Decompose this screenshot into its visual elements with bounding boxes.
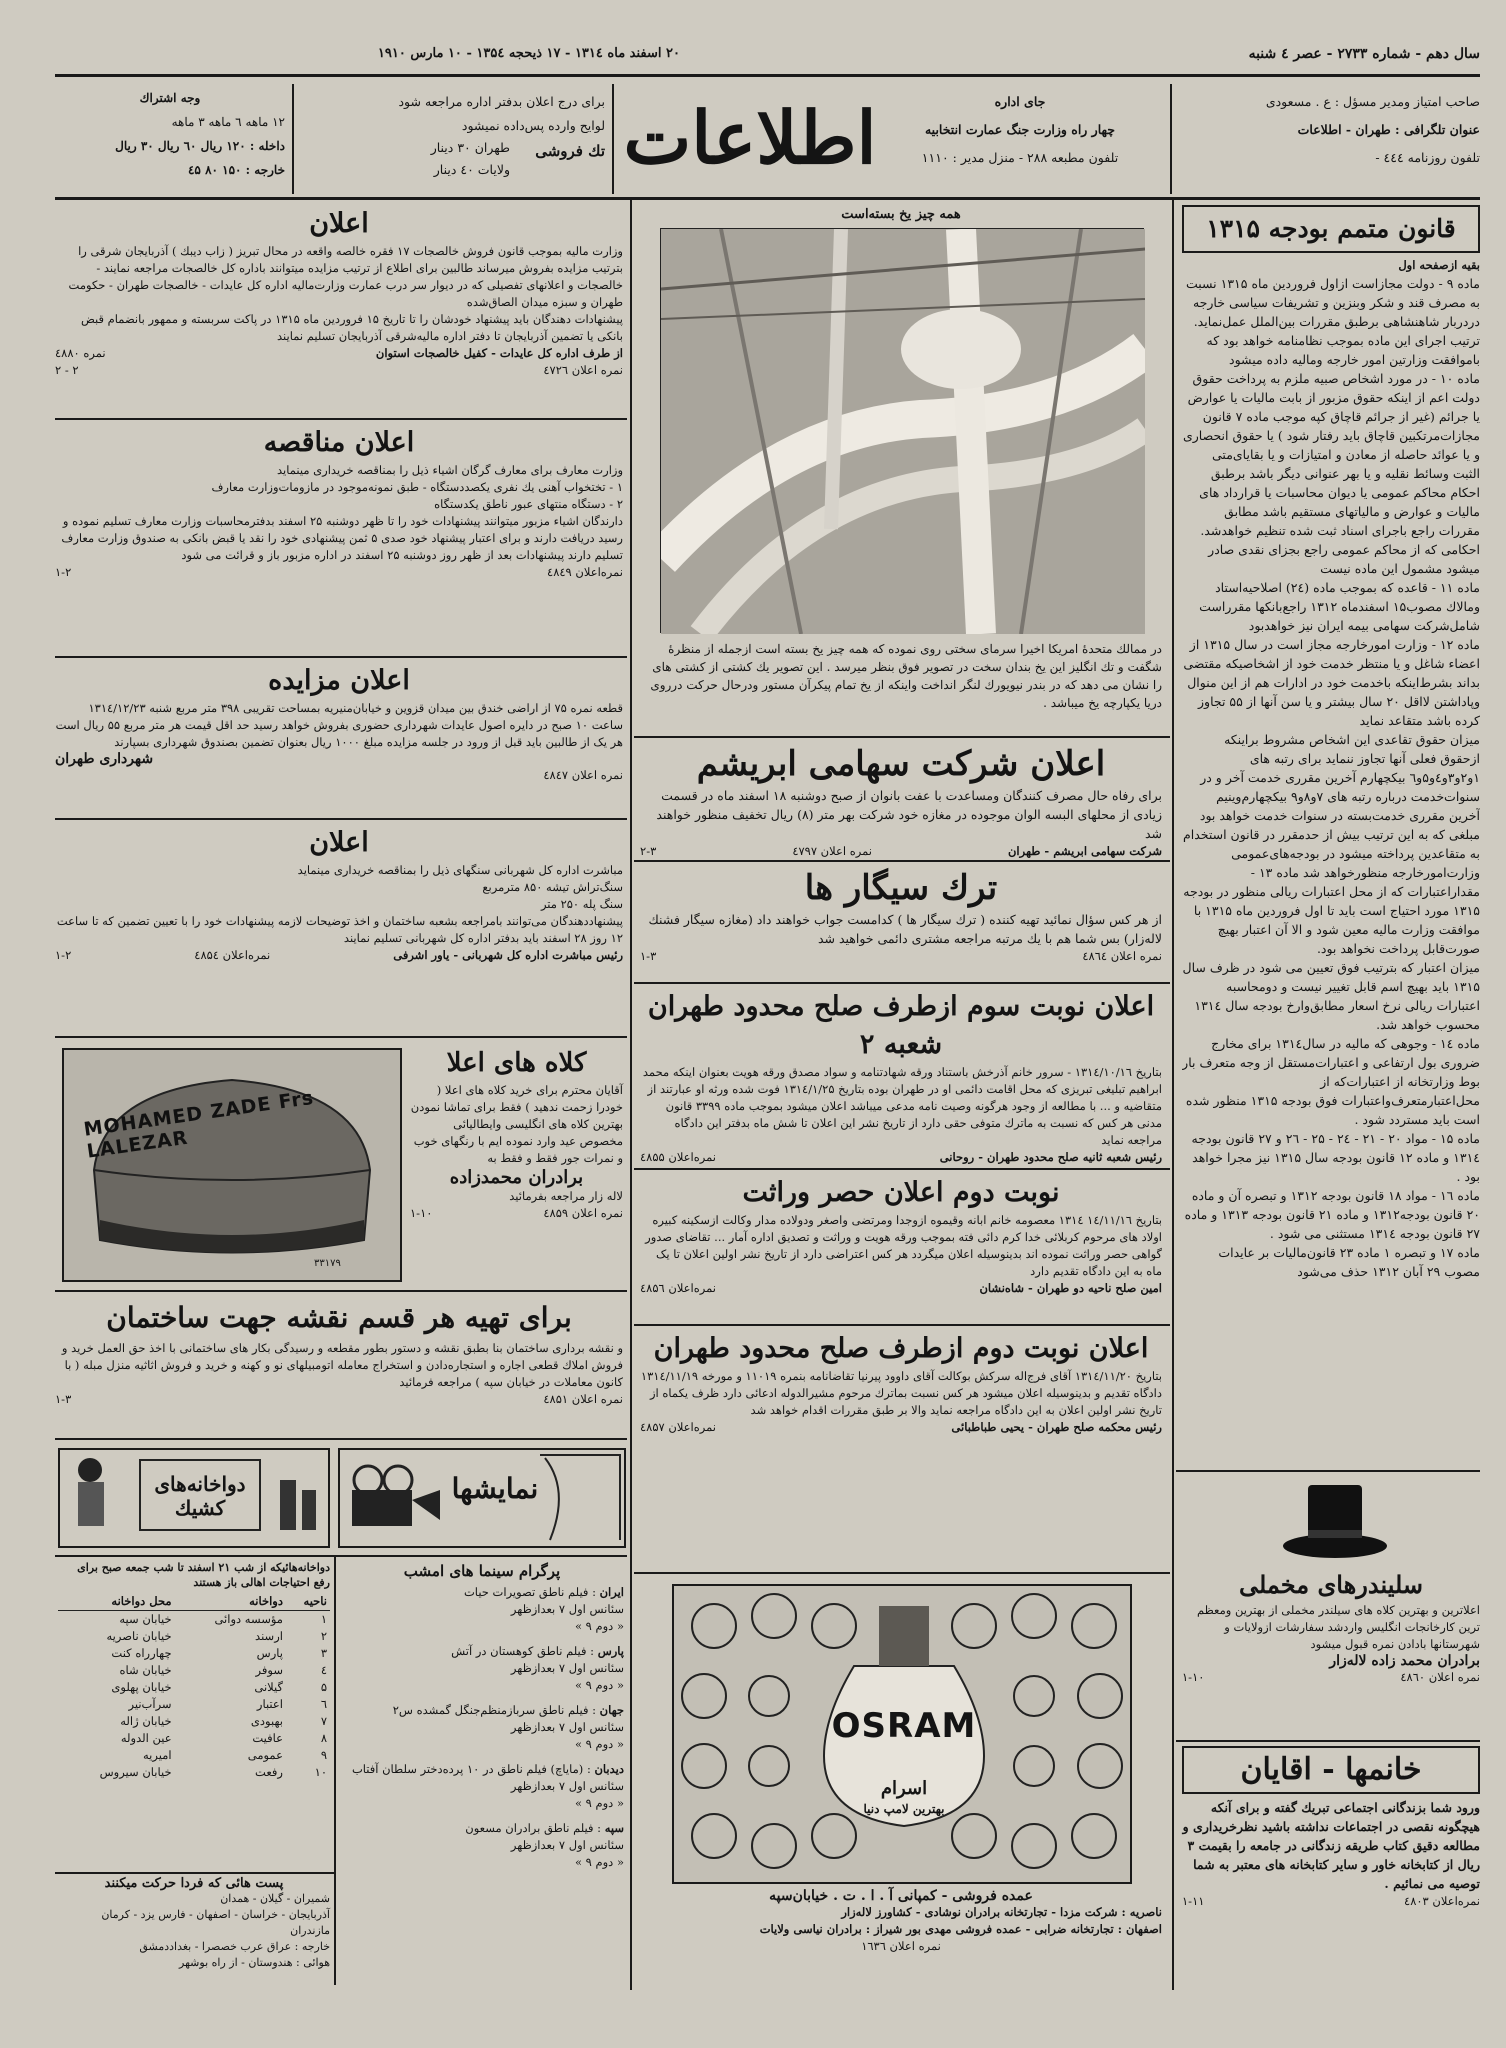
hats-ad-text: آقایان محترم برای خرید کلاه های اعلا ( خودرا زحمت ندهید ) فقط برای تماشا نمودن بهترین کلاه های انگلیسی وایطالیائی مخصوص عید وارد نموده ایم با رنگهای خوب و نمرات جور فقط و فقط به — [410, 1083, 623, 1165]
estate-sale-footer — [55, 345, 623, 362]
court-notice-2-footer — [640, 1280, 1162, 1297]
pharmacy-header-title: دواخانه‌های کشیك — [154, 1472, 246, 1520]
pharmacy-location: خیابان ناصریه — [106, 1629, 172, 1643]
rule — [1176, 1740, 1480, 1742]
rule — [634, 1572, 1170, 1574]
rule — [634, 982, 1170, 984]
budget-para: ماده ۱٤ - وجوهی که مالیه در سال۱۳۱٤ برای مخارج ضروری بول ارتفاعی و اعتبارات‌مستقل از وجه متعرف بار بوط وزارتخانه از اعتبارات‌که از محل‌اعتبار‌متعرف‌واعتبارات‌ فوق بودجه ۱۳۱۵ منظور شده است باید مستردد شود . — [1182, 1036, 1480, 1127]
top-hat-signature: برادران محمد زاده لاله‌زار — [1329, 1653, 1480, 1669]
construction-ad-title: برای تهیه هر قسم نقشه جهت ساختمان — [106, 1301, 572, 1334]
pharmacy-name: سوفر — [255, 1663, 283, 1677]
cinema-entry-header: دیدبان : (مایاچ) فیلم ناطق در ۱۰ پرده‌دختر سلطان آفتاب — [351, 1762, 624, 1776]
pharmacy-list — [58, 1560, 330, 1781]
post-title: پست هائی که فردا حرکت میکنند — [104, 1876, 284, 1891]
subscription-inside: داخله : ۱۲۰ ریال ٦۰ ریال ۳۰ ریال — [115, 139, 285, 153]
court-notice-1-footer — [640, 1149, 1162, 1166]
budget-para: ماده ۱٦ - مواد ۱۸ قانون بودجه ۱۳۱۲ و تبصره آن و ماده ۲۰ قانون بودجه‌۱۳۱۲ و ماده ۲۱ قانون بودجه ۱۳۱۳ و ماده ۲۷ قانون بودجه ۱۳۱٤ مستثنی می شود . — [1184, 1188, 1480, 1241]
estate-sale-title: اعلان — [309, 208, 369, 239]
table-row — [58, 1747, 330, 1764]
construction-ad-text: و نقشه برداری ساختمان بنا بطبق نقشه و دستور بطور مقطعه و رسیدگی بکار های ساختمانی با اخذ حق العمل خرید و فروش املاك قطعی اجاره و استجاره‌دادن و استخراج معامله اتومبیلهای نو و کهنه و خرید و فروش اثاثیه منزل مبله ( با کانون معاملات در خیابان سپه ) مراجعه فرمائید — [61, 1341, 623, 1389]
pharmacy-name: ارسند — [255, 1629, 283, 1643]
table-row — [58, 1628, 330, 1645]
court-notice-1-signature: رئیس شعبه ثانیه صلح محدود طهران - روحانی — [939, 1150, 1162, 1164]
cinema-entry-header: ایران : فیلم ناطق تصویرات حیات — [463, 1585, 624, 1599]
ads-note: برای درج اعلان بدفتر اداره مراجعه شود — [398, 94, 605, 109]
cinema-header-title: نمایشها — [451, 1472, 539, 1505]
pharmacy-col-header: دواخانه — [249, 1594, 283, 1608]
pharmacy-district: ۸ — [320, 1731, 327, 1745]
subscription-outside: خارجه : ۱۵۰ ۸۰ ٤۵ — [187, 163, 285, 177]
tender-notice — [55, 424, 623, 581]
pharmacy-name: مؤسسه دوائی — [214, 1612, 283, 1626]
pharmacy-table — [58, 1593, 330, 1781]
auction-notice — [55, 662, 623, 784]
photo-caption: در ممالك متحدهٔ امریکا اخیرا سرمای سختی روی نموده که همه چیز یخ بسته است ازجمله از منظرهٔ شگفت و تك انگلیز این یخ بندان سخت در تصویر فوق بنظر میرسد . این تصویر یك کشتی از کشتی های را نشان می دهد که در بندر نیویورك لنگر انداخت واینکه از یخ تمام پیکرآن مستور ودرحال حرکت درروی دریا یکپارچه یخ میباشد . — [650, 642, 1162, 710]
cinema-name: سپه — [604, 1821, 624, 1835]
top-hat-title: سلیندرهای مخملی — [1238, 1570, 1423, 1599]
top-hat-icon — [1280, 1480, 1390, 1565]
cinema-name: جهان — [599, 1703, 624, 1717]
book-ad-text: ورود شما بزندگانی اجتماعی تبریك گفته و برای آنکه هیچگونه نقصی در اجتماعات نداشته باشید نظرخریداری و مطالعه دقیق کتاب طریقه زندگانی در جامعه را بقیمت ۳ ریال از کتابخانه خاور و سایر کتابخانه های معتبر به شما توصیه می نمائیم . — [1182, 1800, 1480, 1891]
office-title: جای اداره — [994, 94, 1046, 109]
hats-ad-title: کلاه های اعلا — [446, 1048, 587, 1078]
top-rule — [55, 74, 1480, 77]
post-line: مازندران — [290, 1924, 330, 1937]
cinema-entry-header: جهان : فیلم ناطق سربازمنظم‌جنگل گمشده س۲ — [392, 1703, 624, 1717]
pharmacy-location: خیابان شاه — [119, 1663, 172, 1677]
rule — [1176, 1470, 1480, 1472]
pharmacy-name: عمومی — [247, 1748, 283, 1762]
auction-title: اعلان مزایده — [268, 665, 410, 696]
court-notice-1 — [640, 988, 1162, 1166]
silk-ad-number: نمره اعلان ٤۷۹۷ — [792, 844, 872, 858]
cinema-header-box — [338, 1448, 626, 1548]
pharmacy-header-box — [58, 1448, 330, 1548]
rule — [55, 1438, 627, 1440]
silk-ad-footer — [640, 843, 1162, 860]
post-line: شمیران - گیلان - همدان — [220, 1892, 330, 1905]
cinema-program — [340, 1562, 624, 1871]
masthead-owner-block — [1180, 88, 1480, 172]
cinema-film: فیلم ناطق کوهستان در آتش — [451, 1644, 587, 1658]
book-ad-title-box — [1182, 1746, 1480, 1794]
top-hat-ad-number: نمره اعلان ٤۸٦۰ — [1400, 1670, 1480, 1684]
police-tender-text-2: پیشنهاد‌دهندگان می‌توانند بامراجعه بشعبه ساختمان و اخذ توضیحات لازمه پیشنهادات خود را با تعیین تضمین که تا ساعت ۱۲ روز ۲۸ اسفند باید بدفتر اداره کل شهربانی تسلیم نمایند — [56, 914, 623, 945]
budget-subtitle: بقیه ازصفحه اول — [1398, 258, 1480, 272]
pharmacy-intro: دواخانه‌هائیکه از شب ۲۱ اسفند تا شب جمعه صبح برای رفع احتیاجات اهالی باز هستند — [77, 1561, 330, 1589]
pharmacy-location: سرآب‌نیر — [128, 1697, 172, 1711]
court-notice-3-text: بتاریخ ۱۳۱٤/۱۱/۲۰ آقای فرج‌اله سرکش بوکالت آقای داوود پیرنیا تقاضانامه بنمره ۱۱۰۱۹ و مورخه ۱۳۱٤/۱۱/۱۹ دادگاه تقدیم و بدینوسیله اعلان میشود هر کس نسبت بماترك مرحوم مشیرالدوله ادعائی دارد ظرف یکماه از تاریخ نشر اولین اعلان به این دادگاه مراجعه نماید والا بر طبق مقررات اقدام خواهد شد — [640, 1369, 1162, 1417]
hats-ad — [410, 1044, 623, 1222]
cinema-film: (مایاچ) فیلم ناطق در ۱۰ پرده‌دختر سلطان آفتاب — [351, 1762, 584, 1776]
court-notice-2 — [640, 1174, 1162, 1297]
cinema-program-title: پرگرام سینما های امشب — [403, 1562, 561, 1580]
tender-number: نمره‌اعلان ٤۸٤۹ — [547, 565, 623, 579]
police-tender-code: ۱-۲ — [55, 948, 72, 962]
silk-ad-code: ۲-۳ — [640, 844, 657, 858]
issue-line: سال دهم - شماره ۲۷۳۳ - عصر ٤ شنبه — [1248, 46, 1480, 62]
table-row — [58, 1764, 330, 1781]
silk-ad — [640, 742, 1162, 860]
budget-para: میزان حقوق تقاعدی این اشخاص مشروط براینکه ازحقوق فعلی آنها تجاوز ننماید برای رتبه های ۱و۲و۳و٤و۵و٦ بیکچهارم آخرین مقرری خدمت آخر و در سنوات‌خدمت درباره رتبه های ۷و۸و۹ بیکچهارم‌وینیم آخرین مقرری خدمت‌بسته در سنوات خدمت خواهد بود — [1199, 732, 1480, 823]
court-notice-2-title: نوبت دوم اعلان حصر وراثت — [742, 1177, 1060, 1208]
cigarette-ad-code: ۱-۳ — [640, 949, 657, 963]
budget-para: ماده ۱۵ - مواد ۲۰ - ۲۱ - ۲٤ - ۲۵ - ۲٦ و ۲۷ قانون بودجه ۱۳۱٤ و ماده ۱۲ قانون بودجه سال ۱۳۱۵ نیز مجرا خواهد بود . — [1191, 1131, 1480, 1184]
pharmacy-district: ۵ — [320, 1680, 327, 1694]
rule — [55, 656, 627, 658]
owner-line: صاحب امتیاز ومدیر مسؤل : ع . مسعودی — [1265, 94, 1480, 109]
cinema-name: دیدبان — [594, 1762, 624, 1776]
subscription-block — [55, 86, 285, 182]
single-copy-price-2: ولایات ٤۰ دینار — [433, 162, 510, 177]
pharmacy-name: رفعت — [255, 1765, 283, 1779]
budget-para: ماده ۱۱ - قاعده که بموجب ماده (۲٤) اصلاحیه‌استاد ومالاك مصوب‌۱۵ اسفندماه ۱۳۱۲ راجع‌بانکها مقرراست شامل‌شرکت سهامی بیمه ایران نیز خواهدبود — [1199, 580, 1480, 633]
tender-title: اعلان مناقصه — [263, 427, 415, 458]
hats-ad-code: ۱-۱۰ — [410, 1206, 433, 1220]
pharmacy-location: خیابان ژاله — [120, 1714, 172, 1728]
ads-notes — [300, 90, 605, 138]
police-tender-text: مباشرت اداره کل شهربانی سنگهای ذیل را بمناقصه خریداری مینماید — [297, 863, 623, 877]
single-copy-price-1: طهران ۳۰ دینار — [430, 140, 510, 155]
cinema-entry — [340, 1643, 624, 1694]
pharmacy-district: ٤ — [320, 1663, 327, 1677]
office-address: چهار راه وزارت جنگ عمارت انتخابیه — [924, 122, 1116, 137]
book-ad-title: خانمها - اقایان — [1240, 1752, 1422, 1787]
masthead-divider — [612, 84, 614, 194]
cigarette-ad-number: نمره اعلان ٤۸٦٤ — [1082, 949, 1162, 963]
budget-para: میزان اعتبار که بترتیب فوق تعیین می شود در ظرف سال ۱۳۱۵ باید بهیچ اسم قابل تغییر نیست و دومحاسبه اعتبارات ریالی نرخ اسعار مطابق‌وارخ بودجه سال ۱۳۱٤ محسوب خواهد شد. — [1182, 960, 1480, 1032]
cigarette-ad-text: از هر کس سؤال نمائید تهیه کننده ( ترك سیگار ها ) کدامست جواب خواهند داد (مغازه سیگار فشنك لاله‌زار) بس شما هم با یك مرتبه مراجعه مشتری دائمی خواهید شد — [648, 912, 1162, 946]
top-hat-ad — [1182, 1568, 1480, 1686]
estate-sale-signature: از طرف اداره کل عایدات - کفیل خالصجات استوان — [375, 346, 623, 360]
table-row — [58, 1662, 330, 1679]
pharmacy-name: بهبودی — [250, 1714, 283, 1728]
cinema-entry — [340, 1820, 624, 1871]
cinema-show: « دوم ۹ » — [574, 1678, 624, 1692]
cinema-film: فیلم ناطق برادران مسعون — [465, 1821, 594, 1835]
book-ad-number: نمره‌اعلان ٤۸۰۳ — [1404, 1894, 1480, 1908]
table-row — [58, 1645, 330, 1662]
tender-text-2: دارندگان اشیاء مزبور میتوانند پیشنهادات خود را تا ظهر دوشنبه ۲۵ اسفند بدفترمحاسبات وزارت معارف تسلیم نموده و رسید دریافت دارند و برای اعتبار پیشنهاد خود صدی ۵ ثمن پیشنهادی خود را نقد یا قبض بانکی به صندوق وزارت معارف تسلیم دارند پیشنهادات بعد از ظهر روز دوشنبه ۲۵ اسفند در اداره مزبور باز و قرائت می شود — [61, 514, 623, 562]
auction-signature: شهرداری طهران — [55, 751, 154, 767]
office-phone: تلفون مطبعه ۲۸۸ - منزل مدیر : ۱۱۱۰ — [921, 150, 1119, 165]
telegraph-line: عنوان تلگرافی : طهران - اطلاعات — [1297, 122, 1480, 137]
rule — [634, 736, 1170, 738]
tender-text: وزارت معارف برای معارف گرگان اشیاء ذیل را بمناقصه خریداری مینماید — [277, 463, 623, 477]
pharmacy-district: ٦ — [320, 1697, 327, 1711]
cigarette-ad-footer — [640, 948, 1162, 965]
hats-ad-footer — [410, 1205, 623, 1222]
pharmacy-col-header: ناحیه — [303, 1594, 327, 1608]
cinema-entry — [340, 1702, 624, 1753]
court-notice-2-signature: امین صلح ناحیه دو طهران - شاه‌نشان — [979, 1281, 1162, 1295]
budget-para: ماده ۱۰ - در مورد اشخاص صبیه ملزم به پرداخت حقوق دولت اعم از اینکه حقوق مزبور از بابت مالیات یا عوارض یا جرائم (غیر از جرائم قاچاق کپه موجب ماده ۷ قانون مجازات‌مرتکبین قاچاق باید رفتار شود ) یا حقوق انحصاری و یا عوائد حاصله از معادن و امتیازات و یا بقایای‌متی الثبت وسائط نقلیه و یا بهر عنوانی دیگر باشد برطبق احکام محاکم عمومی یا دیوان محاسبات یا قرارداد های مالیات و عوارض و مالیاتهای مستقیم باشد مطابق مقررات راجع باجرای اسناد ثبت شده تنظیم خواهدشد. — [1182, 371, 1480, 538]
hat-illustration-box — [62, 1048, 402, 1282]
book-ad-footer — [1182, 1893, 1480, 1910]
pharmacy-district: ۹ — [320, 1748, 327, 1762]
cinema-name: پارس — [597, 1644, 624, 1658]
table-row — [58, 1713, 330, 1730]
auction-number: نمره اعلان ٤۸٤۷ — [543, 768, 623, 782]
hat-brand: MOHAMED ZADE Frs LALEZAR — [82, 1086, 316, 1163]
police-tender-title: اعلان — [309, 827, 369, 858]
table-row — [58, 1611, 330, 1629]
estate-sale-code: ۲ - ۲ — [55, 363, 79, 377]
budget-title-box — [1182, 205, 1480, 253]
top-hat-code: ۱-۱۰ — [1182, 1670, 1205, 1684]
court-notice-3-number: نمره‌اعلان ٤۸۵۷ — [640, 1420, 716, 1434]
osram-slogan: بهترین لامپ دنیا — [863, 1802, 945, 1816]
pharmacy-district: ۱۰ — [314, 1765, 327, 1779]
police-tender-number: نمره‌اعلان ٤۸۵٤ — [194, 948, 271, 962]
budget-para: ماده ۹ - دولت مجازاست ازاول فروردین ماه ۱۳۱۵ نسبت به مصرف قند و شکر وبنزین و تشریفات سیاسی خارجه دردربار شاهنشاهی برطبق مقررات بین‌الملل عمل‌نماید. — [1185, 276, 1480, 329]
rule — [634, 1168, 1170, 1170]
osram-persian-name: اسرام — [880, 1778, 928, 1799]
police-tender-item: سنگ‌تراش تیشه ۸۵۰ مترمربع — [482, 880, 623, 894]
rule — [634, 1324, 1170, 1326]
osram-logo: OSRAM — [831, 1706, 977, 1746]
cinema-show: « دوم ۹ » — [574, 1619, 624, 1633]
pharmacy-name: گیلانی — [254, 1680, 283, 1694]
cinema-entry — [340, 1584, 624, 1635]
newspaper-logo: اطلاعات — [623, 95, 877, 180]
pharmacy-location: امیریه — [143, 1748, 172, 1762]
post-schedule — [58, 1876, 330, 1971]
tender-item: ۲ - دستگاه منتهای عبور ناطق یکدستگاه — [434, 497, 623, 511]
post-line: خارجه : عراق عرب خصصرا - بغداددمشق — [139, 1940, 330, 1953]
hats-ad-number: نمره اعلان ٤۸۵۹ — [543, 1206, 623, 1220]
osram-agent: عمده فروشی - کمپانی آ . ا . ت . خیابان‌سپه — [769, 1888, 1033, 1904]
court-notice-3-title: اعلان نوبت دوم ازطرف صلح محدود طهران — [653, 1333, 1149, 1364]
pharmacy-name: اعتبار — [256, 1697, 283, 1711]
court-notice-3-footer — [640, 1419, 1162, 1436]
construction-ad-code: ۱-۳ — [55, 1392, 72, 1406]
table-row — [58, 1696, 330, 1713]
pharmacy-location: خیابان پهلوی — [111, 1680, 172, 1694]
budget-para: احکامی که از محاکم عمومی راجع بجزای نقدی صادر میشود مشمول این ماده نیست — [1208, 542, 1480, 576]
budget-article — [1182, 205, 1480, 1463]
estate-sale-ad-number: نمره اعلان ٤۷۲٦ — [543, 363, 623, 377]
cinema-show: « دوم ۹ » — [574, 1737, 624, 1751]
pharmacy-district: ۲ — [320, 1629, 327, 1643]
date-line: ۲۰ اسفند ماه ۱۳۱٤ - ۱۷ ذیحجه ۱۳۵٤ - ۱۰ مارس ۱۹۱۰ — [377, 46, 680, 61]
cigarette-ad — [640, 866, 1162, 965]
pharmacy-name: پارس — [256, 1646, 283, 1660]
estate-sale-number: نمره ٤۸۸۰ — [55, 346, 106, 360]
tender-footer — [55, 564, 623, 581]
rule — [55, 1872, 335, 1874]
masthead-bottom-rule — [55, 197, 1480, 200]
estate-sale-text-2: پیشنهادات دهندگان باید پیشنهاد خودشان را تا تاریخ ۱۵ فروردین ماه ۱۳۱۵ در پاکت سربسته و ممهور بانضمام قبض بانکی یا تضمین آذربایجان تا دفتر اداره مالیه‌شرقی آذربایجان تسلیم نمایند — [80, 312, 623, 343]
police-tender-footer — [55, 947, 623, 964]
pharmacy-district: ۳ — [320, 1646, 327, 1660]
cinema-film: فیلم ناطق سربازمنظم‌جنگل گمشده س۲ — [392, 1703, 589, 1717]
pharmacy-location: خیابان سیروس — [99, 1765, 172, 1779]
top-hat-footer — [1182, 1669, 1480, 1686]
pharmacy-location: خیابان سپه — [119, 1612, 172, 1626]
cinema-show: « دوم ۹ » — [574, 1796, 624, 1810]
single-copy-label: تك فروشی — [535, 142, 605, 160]
tender-item: ۱ - تختخواب آهنی یك نفری یکصد‌دستگاه - طبق نمونه‌موجود در مازومات‌وزارت معارف — [211, 480, 623, 494]
osram-ad-number: نمره اعلان ۱٦۳٦ — [861, 1939, 941, 1953]
construction-ad — [55, 1296, 623, 1408]
rule — [55, 1036, 627, 1038]
frozen-ship-image — [661, 229, 1145, 634]
table-row — [58, 1679, 330, 1696]
frozen-ship-photo — [660, 228, 1144, 633]
cinema-show: سئانس اول ۷ بعدازظهر — [510, 1720, 624, 1734]
cinema-show: سئانس اول ۷ بعدازظهر — [510, 1661, 624, 1675]
estate-sale-footer-2 — [55, 362, 623, 379]
pharmacy-district: ۱ — [320, 1612, 327, 1626]
rule — [634, 860, 1170, 862]
osram-footer — [640, 1888, 1162, 1955]
osram-line-1: ناصریه : شرکت مزدا - تجارتخانه برادران نوشادی - کشاورز لاله‌زار — [841, 1905, 1162, 1919]
estate-sale-notice — [55, 205, 623, 379]
rule — [55, 418, 627, 420]
ads-note-2: لوایح وارده پس‌داده نمیشود — [461, 118, 605, 133]
court-notice-2-text: بتاریخ ۱٤/۱۱/۱٦ ۱۳۱٤ معصومه خانم ابانه وقیموه ازوجدا ومرتضی واصغر ودولاده مدار وکالت ازسکینه کبیره اولاد های مرحوم کربلائی خدا کرم دائی فته بموجب ورقه هویت و وراثت و تصدیق اداره آمار ... تقاضای صدور گواهی حصر وراثت نموده اند بدینوسیله اعلان میگردد هر کس اعتراضی دارد از تاریخ نشر اولین اعلان تا یک ماه به این دادگاه تقدیم دارد — [645, 1213, 1162, 1278]
post-line: هوائی : هندوستان - از راه بوشهر — [179, 1956, 330, 1969]
book-ad — [1182, 1746, 1480, 1910]
pharmacy-location: چهارراه کنت — [111, 1646, 172, 1660]
pharmacy-col-header: محل دواخانه — [111, 1594, 172, 1608]
pharmacy-table-header — [58, 1593, 330, 1611]
rule — [55, 818, 627, 820]
cinema-film: فیلم ناطق تصویرات حیات — [463, 1585, 589, 1599]
osram-line-2: اصفهان : تجارتخانه ضرابی - عمده فروشی مهدی بور شیراز : برادران نیاسی ولایات — [759, 1922, 1162, 1936]
cinema-show: « دوم ۹ » — [574, 1855, 624, 1869]
budget-para: مبلغی که به این ترتیب بیش از حدمقرر در قانون استخدام به متقاعدین پرداخته میشود در بودجه‌های‌عمومی وزارت‌امورخارجه منظور‌خواهد شد ماده ۱۳ - مقدار‌اعتبارات که از محل اعتبارات ریالی منظور در بودجه ۱۳۱۵ مورد احتیاج است باید تا اول فروردین ماه ۱۳۱۵ با موافقت وزارت مالیه معین شود و الا آن اعتبار بهیچ صورت‌قابل پرداخت نخواهد بود. — [1183, 827, 1480, 956]
police-tender-notice — [55, 824, 623, 964]
cinema-entry — [340, 1761, 624, 1812]
auction-text: قطعه نمره ۷۵ از اراضی خندق بین میدان قزوین و خیابان‌منیریه بمساحت تقریبی ۳۹۸ متر مربع شنبه ۱۳۱٤/۱۲/۲۳ ساعت ۱۰ صبح در دایره اصول عایدات شهرداری حضوری بفروش خواهد رسید حد اقل قیمت هر متر مربع ۵۵ ریال است هر یک از طالبین باید قبل از ورود در جلسه مزایده مبلغ ۱۰۰۰ ریال بعنوان تضمین بصندوق شهرداری بسپارند — [55, 701, 623, 749]
silk-ad-signature: شرکت سهامی ابریشم - طهران — [1007, 844, 1162, 858]
daily-phone-line: تلفون روزنامه ٤٤٤ - — [1375, 150, 1480, 165]
cinema-show: سئانس اول ۷ بعدازظهر — [510, 1602, 624, 1616]
photo-caption-title: همه چیز یخ بسته‌است — [841, 207, 961, 222]
cinema-show: سئانس اول ۷ بعدازظهر — [510, 1779, 624, 1793]
top-hat-illustration — [1280, 1480, 1390, 1565]
hats-ad-signature: برادران محمدزاده — [449, 1167, 584, 1188]
office-block — [880, 88, 1160, 172]
court-notice-1-title: اعلان نوبت سوم ازطرف صلح محدود طهران شعبه ۲ — [647, 991, 1155, 1060]
budget-title: قانون متمم بودجه ۱۳۱۵ — [1206, 214, 1456, 243]
masthead-divider — [1170, 84, 1172, 194]
estate-sale-text: وزارت مالیه بموجب قانون فروش خالصجات ۱۷ فقره خالصه واقعه در محال تبریز ( زاب دیبك ) آذربایجان شرقی را بترتیب مزایده بفروش میرساند طالبین برای اطلاع از ترتیب مزایده میتوانند باداره کل خالصجات مراجعه نمایند - خالصجات و اعلانهای تفصیلی که در دیوار سر درب عمارت وزارت‌مالیه اداره کل عایدات - خالصجات طهران - حکومت طهران و سبزه میدان الصاق‌شده — [68, 244, 623, 309]
osram-ad — [672, 1584, 1132, 1884]
silk-ad-title: اعلان شرکت سهامی ابریشم — [696, 744, 1106, 784]
cinema-entry-header: سپه : فیلم ناطق برادران مسعون — [465, 1821, 624, 1835]
column-rule-right — [1172, 200, 1174, 1990]
masthead-divider — [292, 84, 294, 194]
rule — [55, 1290, 627, 1292]
construction-ad-footer — [55, 1391, 623, 1408]
construction-ad-number: نمره اعلان ٤۸۵۱ — [543, 1392, 623, 1406]
court-notice-2-number: نمره‌اعلان ٤۸۵٦ — [640, 1281, 716, 1295]
budget-para: ترتیب اجرای این ماده بموجب نظامنامه خواهد بود که باموافقت وزارتین امور خارجه ومالیه داده میشود — [1206, 333, 1480, 367]
budget-para: ماده ۱۲ - وزارت امورخارجه مجاز است در سال ۱۳۱۵ از اعضاء شاغل و یا منتظر خدمت خود از اشخاصیکه مقتضی بداند بشرط‌اینکه باخدمت خود در ادارات هم از این منوال وپاداشتن لااقل ۲۰ سال بیشتر و یا سن آنها از ۵۵ تجاوز کرده باشد متقاعد نماید — [1183, 637, 1480, 728]
court-notice-3 — [640, 1330, 1162, 1436]
cigarette-ad-title: ترك سیگار ها — [804, 868, 998, 908]
police-tender-item: سنگ پله ۲۵۰ متر — [540, 897, 623, 911]
silk-ad-text: برای رفاه حال مصرف کنندگان ومساعدت با عفت بانوان از صبح دوشنبه ۱۸ اسفند ماه در قسمت زیادی از محلهای البسه الوان موجوده در مغازه خود شرکت بهر متر (۸) ریال تخفیف منظور خواهند شد — [656, 788, 1162, 841]
subscription-header: ۱۲ ماهه ٦ ماهه ۳ ماهه — [171, 115, 285, 129]
court-notice-1-text: بتاریخ ۱۳۱٤/۱۰/۱٦ - سرور خانم آذرخش باستناد ورقه شهادتنامه و سواد مصدق ورقه هویت بعنوان اینکه محمد ابراهیم تبلیغی تبریزی که محل اقامت دائمی او در طهران بوده بتاریخ ۱۳۱٤/۱/۲۵ فوت شده ورثه او عبارتند از متقاضیه و ... با مطالعه از وجود هرگونه وصیت نامه مدعی میباشد اعلان میشود بموجب ماده ۳۳۹۹ قانون مدنی هر کس که نسبت به ماترك متوفی حقی دارد از تاریخ نشر این اعلان تا شش ماه بدفتر این دادگاه مراجعه نماید — [642, 1065, 1162, 1147]
cinema-pharmacy-divider — [334, 1555, 336, 1985]
cinema-entry-header: پارس : فیلم ناطق کوهستان در آتش — [451, 1644, 624, 1658]
hat-stamp: ۳۳۱۷۹ — [314, 1258, 341, 1269]
table-row — [58, 1730, 330, 1747]
pharmacy-location: عین الدوله — [120, 1731, 172, 1745]
pharmacy-district: ۷ — [320, 1714, 327, 1728]
court-notice-1-number: نمره‌اعلان ٤۸۵۵ — [640, 1150, 716, 1164]
column-rule-left — [630, 200, 632, 1990]
book-ad-code: ۱-۱۱ — [1182, 1894, 1205, 1908]
cinema-name: ایران — [599, 1585, 624, 1599]
top-hat-text: اعلاترین و بهترین کلاه های سیلندر مخملی از بهترین ومعظم ترین کارخانجات انگلیس واردشد سفارشات ازولایات و شهرستانها بادادن نمره قبول میشود — [1196, 1603, 1480, 1651]
hats-ad-sub: لاله زار مراجعه بفرمائید — [509, 1189, 623, 1203]
budget-para: ماده ۱۷ و تبصره ۱ ماده ۲۳ قانون‌مالیات بر عایدات مصوب ۲۹ آبان ۱۳۱۲ حذف می‌شود — [1218, 1245, 1480, 1279]
court-notice-3-signature: رئیس محکمه صلح طهران - یحیی طباطبائی — [951, 1420, 1162, 1434]
cinema-show: سئانس اول ۷ بعدازظهر — [510, 1838, 624, 1852]
tender-code: ۱-۲ — [55, 565, 72, 579]
police-tender-signature: رئیس مباشرت اداره کل شهربانی - یاور اشرفی — [393, 948, 623, 962]
pharmacy-name: عافیت — [252, 1731, 283, 1745]
post-line: آذربایجان - خراسان - اصفهان - فارس یزد - کرمان — [101, 1908, 330, 1921]
rule — [55, 1555, 627, 1557]
subscription-title: وجه اشتراك — [139, 91, 201, 105]
